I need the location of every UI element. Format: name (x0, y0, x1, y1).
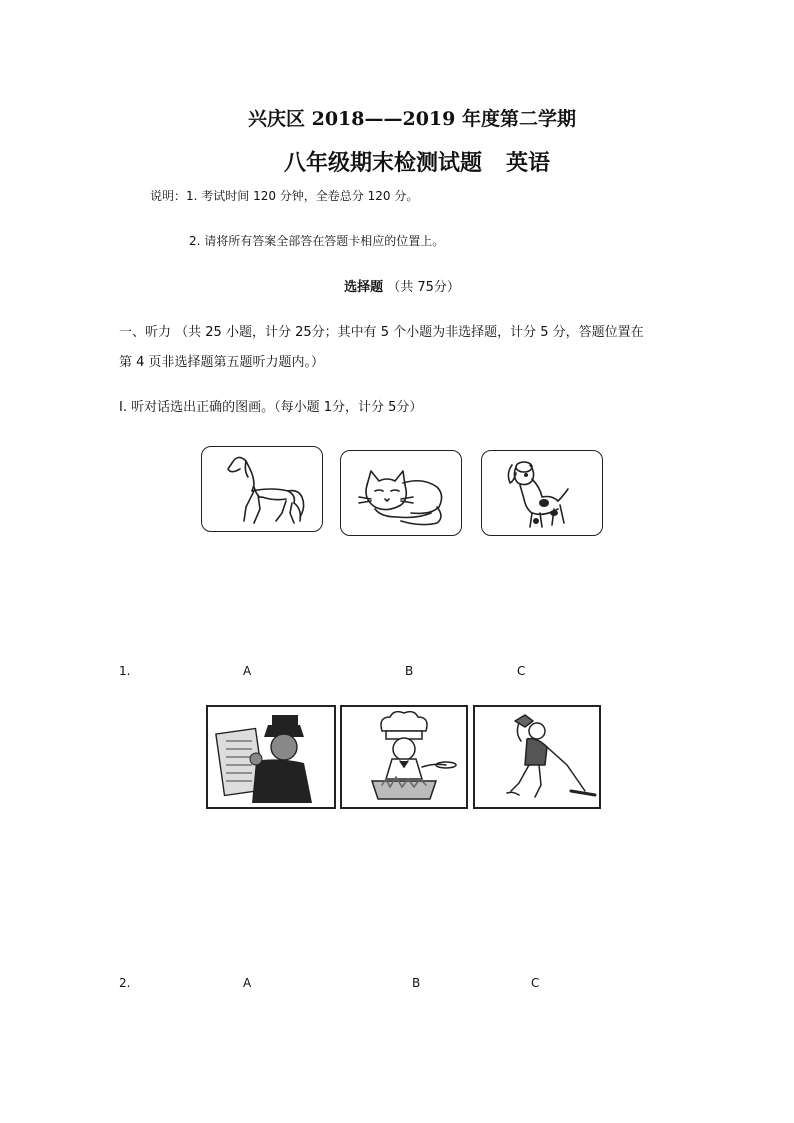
cat-picture (340, 450, 462, 536)
question-2-option-c: C (531, 976, 540, 990)
question-1-option-a: A (243, 664, 252, 678)
section-title (0, 276, 794, 295)
note-line-2: 2. 请将所有答案全部答在答题卡相应的位置上。 (189, 234, 445, 248)
question-1-option-c: C (517, 664, 526, 678)
exam-title-line1: 兴庆区 2018——2019 年度第二学期 (248, 108, 576, 130)
exam-title-line2 (0, 146, 794, 177)
question-2-option-b: B (412, 976, 421, 990)
man-reading-newspaper-picture (206, 705, 336, 809)
exam-subject: 英语 (506, 150, 551, 176)
listening-intro-line2: 第 4 页非选择题第五题听力题内。） (119, 355, 325, 370)
question-2-number: 2. (119, 976, 131, 990)
question-1-option-b: B (405, 664, 414, 678)
horse-picture (201, 446, 323, 532)
newspaper-reader-icon (208, 707, 334, 807)
question-2-option-a: A (243, 976, 252, 990)
section-title-bold: 选择题 (344, 280, 384, 295)
chef-cooking-picture (340, 705, 468, 809)
exam-title-main: 八年级期末检测试题 (283, 150, 482, 176)
section-title-score: （共 75分） (387, 280, 460, 295)
listening-intro-line1: 一、听力 （共 25 小题，计分 25分；其中有 5 个小题为非选择题，计分 5 分，答题位置在 (119, 325, 644, 340)
mopping-icon (475, 707, 599, 807)
dog-icon (482, 451, 602, 535)
man-mopping-floor-picture (473, 705, 601, 809)
dog-picture (481, 450, 603, 536)
question-1-number: 1. (119, 664, 131, 678)
cat-icon (341, 451, 461, 535)
chef-icon (342, 707, 466, 807)
horse-icon (202, 447, 322, 531)
part1-instruction: I. 听对话选出正确的图画。（每小题 1分，计分 5分） (119, 400, 423, 415)
note-line-1: 说明：1. 考试时间 120 分钟，全卷总分 120 分。 (150, 189, 419, 203)
